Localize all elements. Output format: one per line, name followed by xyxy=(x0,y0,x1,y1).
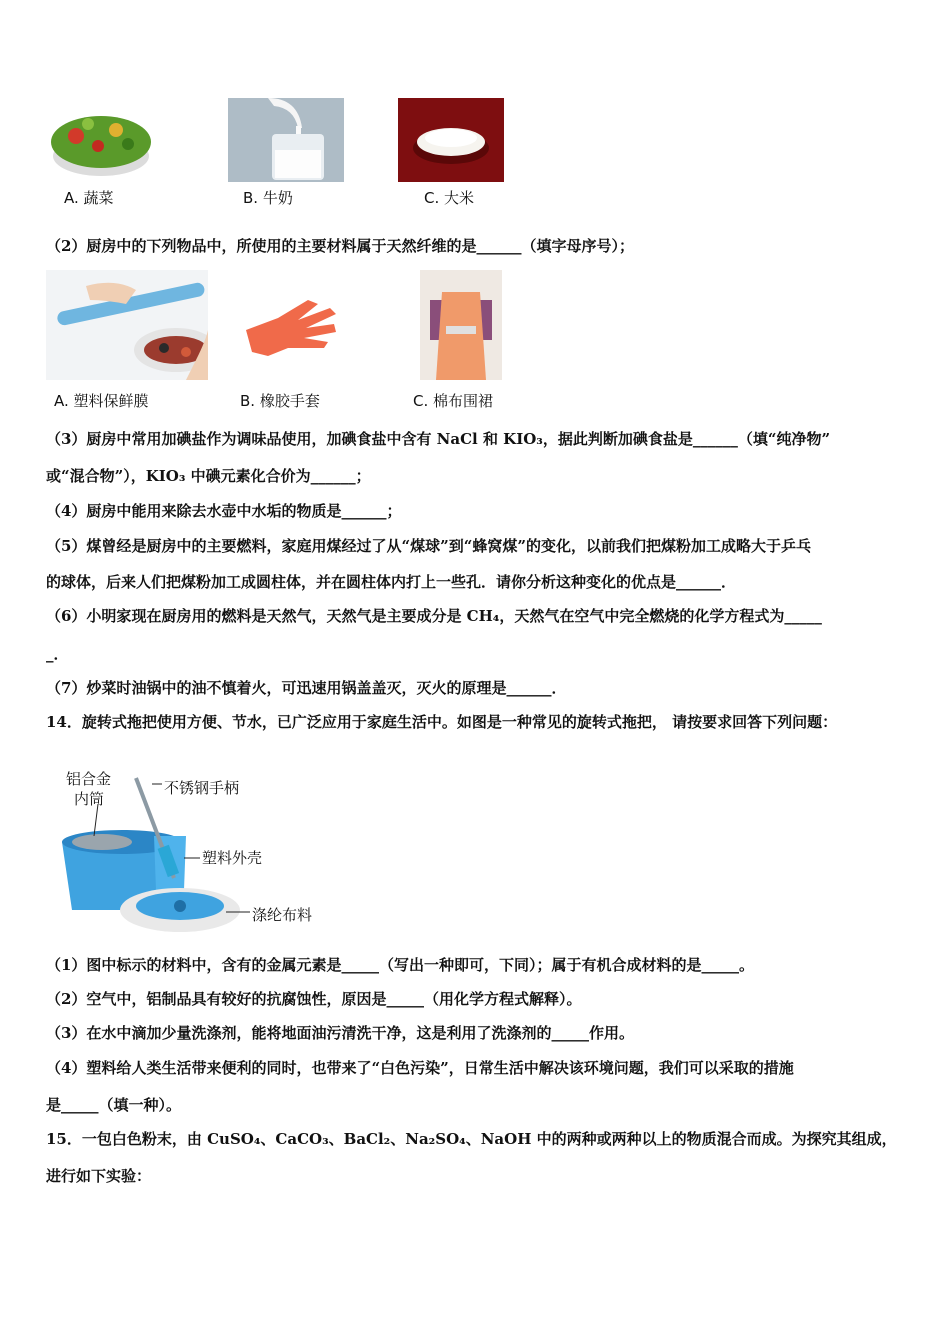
vegetable-salad-icon xyxy=(46,98,156,182)
plastic-wrap-image xyxy=(46,270,208,380)
label-inner-tube: 内筒 xyxy=(74,790,105,808)
item-option-a: A. 塑料保鲜膜 xyxy=(54,392,149,410)
label-polyester-cloth: 涤纶布料 xyxy=(252,906,313,924)
q14-part1: （1）图中标示的材料中，含有的金属元素是_____（写出一种即可，下同）；属于有机合成材料的是_____。 xyxy=(46,956,754,974)
item-option-b: B. 橡胶手套 xyxy=(240,392,320,410)
milk-image xyxy=(228,98,344,182)
q13-part4: （4）厨房中能用来除去水壶中水垢的物质是______； xyxy=(46,502,402,520)
milk-glass-icon xyxy=(228,98,344,182)
plastic-wrap-icon xyxy=(46,270,208,380)
q14-part3: （3）在水中滴加少量洗涤剂，能将地面油污清洗干净，这是利用了洗涤剂的_____作用。 xyxy=(46,1024,634,1042)
q14-stem: 14．旋转式拖把使用方便、节水，已广泛应用于家庭生活中。如图是一种常见的旋转式拖把， 请按要求回答下列问题： xyxy=(46,713,838,731)
q14-part2: （2）空气中，铝制品具有较好的抗腐蚀性，原因是_____（用化学方程式解释）。 xyxy=(46,990,582,1008)
q13-part6-line1: （6）小明家现在厨房用的燃料是天然气，天然气是主要成分是 CH₄，天然气在空气中完全燃烧的化学方程式为_____ xyxy=(46,607,822,625)
q14-part4-line2: 是_____（填一种）。 xyxy=(46,1096,182,1114)
label-aluminum-alloy: 铝合金 xyxy=(66,770,112,788)
item-option-c: C. 棉布围裙 xyxy=(413,392,494,410)
cotton-apron-icon xyxy=(420,270,502,380)
q13-part3-line1: （3）厨房中常用加碘盐作为调味品使用，加碘食盐中含有 NaCl 和 KIO₃，据此判断加碘食盐是______（填“纯净物” xyxy=(46,430,831,448)
q13-part3-line2: 或“混合物”），KIO₃ 中碘元素化合价为______； xyxy=(46,467,371,485)
rice-image xyxy=(398,98,504,182)
q13-part5-line2: 的球体，后来人们把煤粉加工成圆柱体，并在圆柱体内打上一些孔．请你分析这种变化的优点是______． xyxy=(46,573,737,591)
q13-part2: （2）厨房中的下列物品中，所使用的主要材料属于天然纤维的是______（填字母序号）； xyxy=(46,237,634,255)
label-plastic-shell: 塑料外壳 xyxy=(202,849,263,867)
rice-bowl-icon xyxy=(398,98,504,182)
q15-line2: 进行如下实验： xyxy=(46,1167,152,1185)
vegetable-salad-image xyxy=(46,98,156,182)
food-option-a: A. 蔬菜 xyxy=(64,189,114,207)
rubber-glove-image xyxy=(238,290,342,360)
q13-part7: （7）炒菜时油锅中的油不慎着火，可迅速用锅盖盖灭，灭火的原理是______． xyxy=(46,679,567,697)
q14-part4-line1: （4）塑料给人类生活带来便利的同时，也带来了“白色污染”，日常生活中解决该环境问题，我们可以采取的措施 xyxy=(46,1059,794,1077)
q13-part5-line1: （5）煤曾经是厨房中的主要燃料，家庭用煤经过了从“煤球”到“蜂窝煤”的变化，以前我们把煤粉加工成略大于乒乓 xyxy=(46,537,811,555)
cotton-apron-image xyxy=(420,270,502,380)
rubber-glove-icon xyxy=(238,290,342,360)
q15-line1: 15．一包白色粉末，由 CuSO₄、CaCO₃、BaCl₂、Na₂SO₄、NaOH 中的两种或两种以上的物质混合而成。为探究其组成， xyxy=(46,1130,897,1148)
label-stainless-handle: 不锈钢手柄 xyxy=(164,779,240,797)
food-option-c: C. 大米 xyxy=(424,189,475,207)
q13-part6-line2: _． xyxy=(46,645,69,663)
food-option-b: B. 牛奶 xyxy=(243,189,293,207)
